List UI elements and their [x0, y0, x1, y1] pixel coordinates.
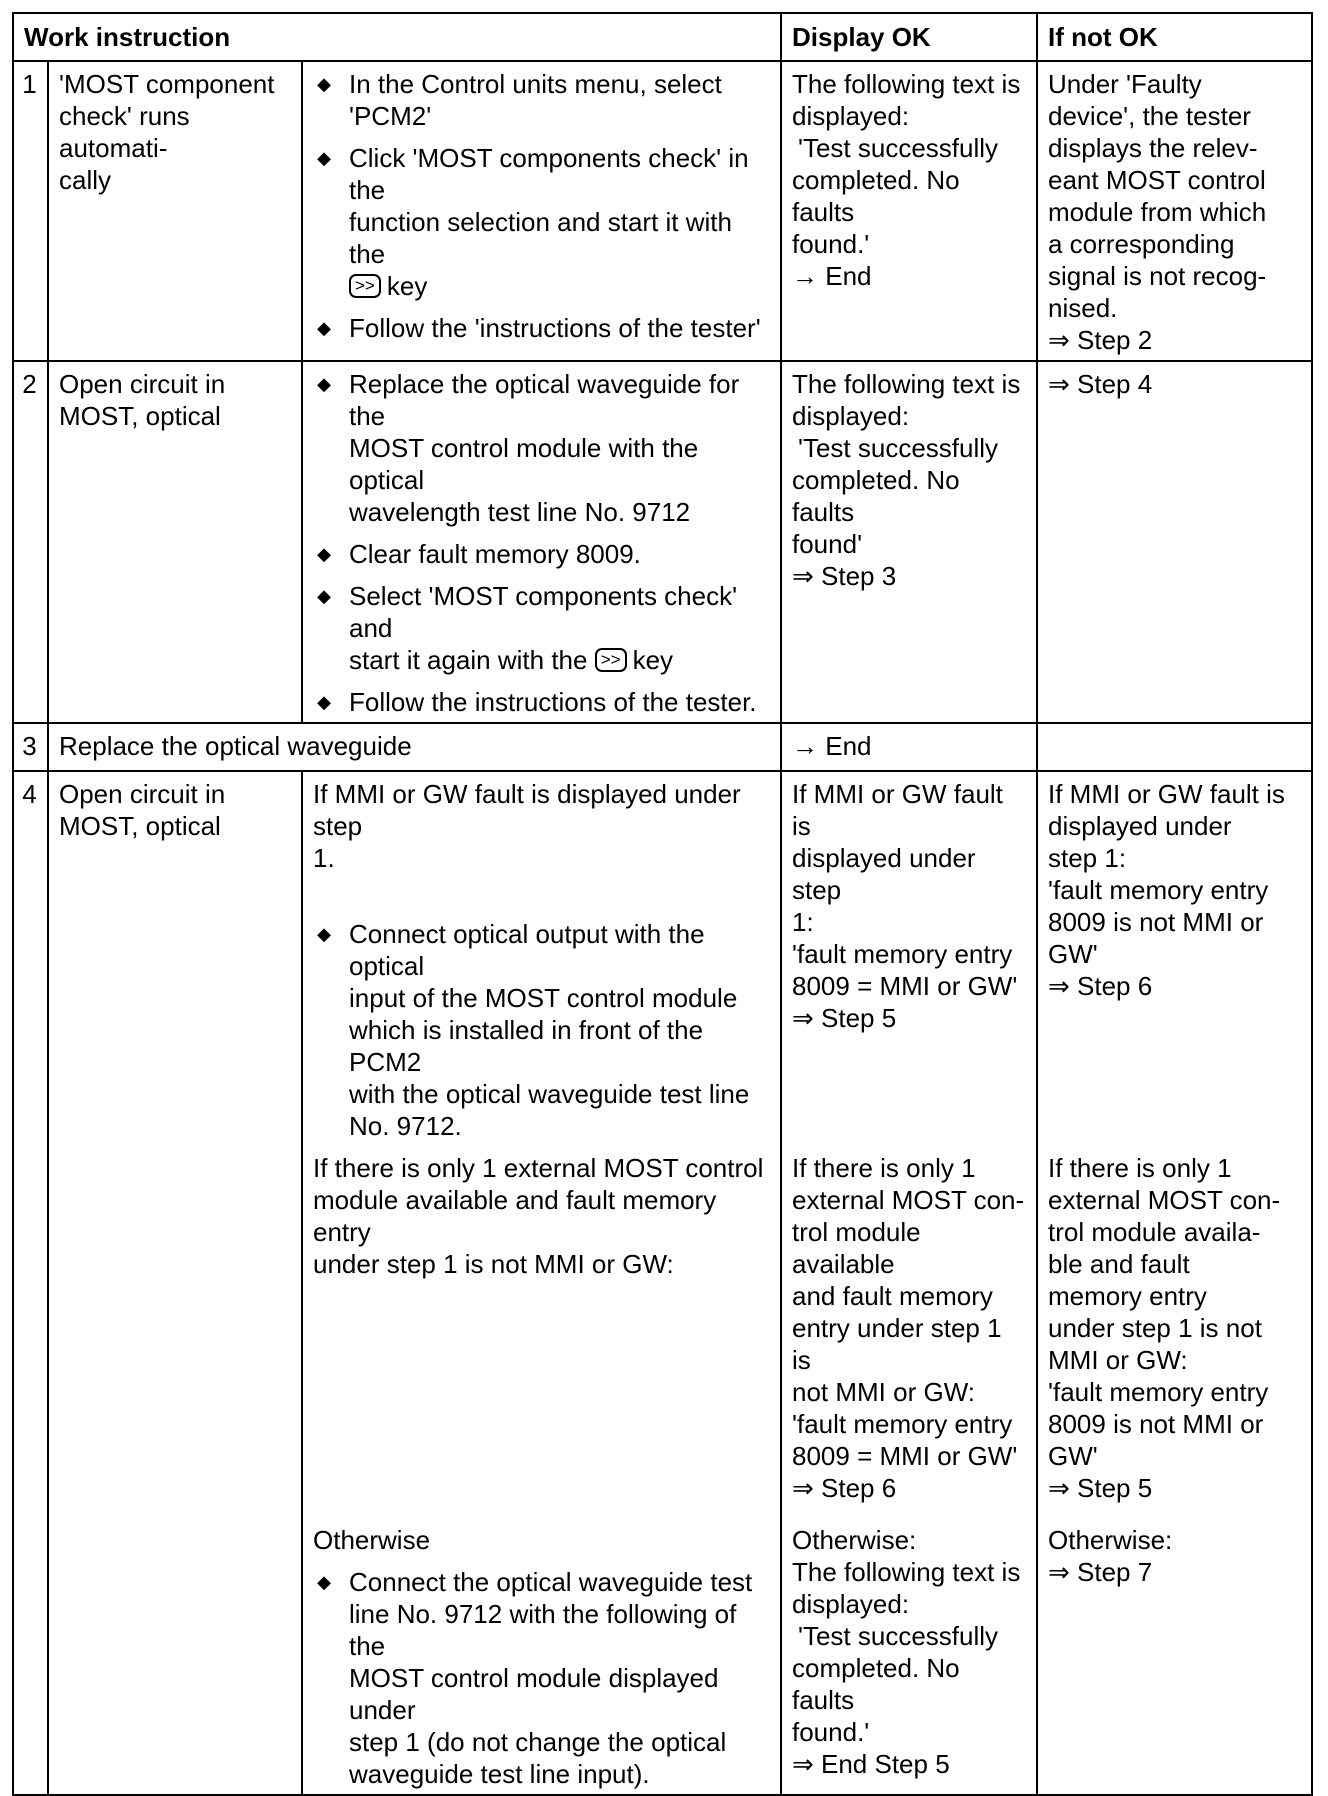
header-if-not-ok: If not OK — [1037, 13, 1312, 61]
instruction-text: MOST control module displayed under — [349, 1663, 719, 1725]
if-not-ok-line: ⇒ Step 2 — [1048, 325, 1153, 355]
diamond-bullet-icon: ◆ — [317, 544, 331, 564]
instruction-text: MOST control module with the optical — [349, 433, 699, 495]
display-ok-line: 'fault memory entry — [792, 939, 1013, 969]
table-row — [13, 61, 1312, 361]
display-ok-line: 'fault memory entry — [792, 1409, 1013, 1439]
display-ok-cell — [781, 1146, 1037, 1518]
if-not-ok-line: MMI or GW: — [1048, 1345, 1188, 1375]
instruction-text: Follow the 'instructions of the tester' — [349, 313, 761, 343]
step-number: 1 — [13, 61, 48, 361]
instruction-text: No. 9712. — [349, 1111, 462, 1141]
instruction-bullet — [313, 580, 770, 676]
if-not-ok-line: 'fault memory entry — [1048, 1377, 1269, 1407]
if-not-ok-line: displays the relev- — [1048, 133, 1258, 163]
header-row — [13, 13, 1312, 61]
if-not-ok-cell — [1037, 723, 1312, 771]
if-not-ok-line: trol module availa- — [1048, 1217, 1261, 1247]
instruction-text: under step 1 is not MMI or GW: — [313, 1249, 674, 1279]
instruction-text: key — [386, 271, 428, 301]
step-title — [48, 61, 302, 361]
instruction-text: function selection and start it with the — [349, 207, 732, 269]
step-title-line: MOST, optical — [59, 401, 221, 431]
if-not-ok-line: 8009 is not MMI or — [1048, 1409, 1264, 1439]
if-not-ok-cell — [1037, 1518, 1312, 1795]
step-title-line: 'MOST component — [59, 69, 275, 99]
instruction-text: Connect optical output with the optical — [349, 919, 705, 981]
step-title — [48, 771, 302, 1795]
step-instructions — [302, 361, 781, 723]
display-ok-line: 'Test successfully — [798, 433, 999, 463]
display-ok-line: 1: — [792, 907, 814, 937]
instruction-text: 'PCM2' — [349, 101, 432, 131]
instruction-text: start it again with the — [349, 645, 588, 675]
if-not-ok-line: displayed under — [1048, 811, 1232, 841]
display-ok-line: displayed under step — [792, 843, 976, 905]
display-ok-line: displayed: — [792, 401, 910, 431]
display-ok-line: If MMI or GW fault is — [792, 779, 1003, 841]
step-number: 3 — [13, 723, 48, 771]
instruction-text: line No. 9712 with the following of the — [349, 1599, 737, 1661]
step-instructions — [302, 1146, 781, 1518]
display-ok-line: displayed: — [792, 1589, 910, 1619]
if-not-ok-line: a corresponding — [1048, 229, 1235, 259]
instruction-text: step 1 (do not change the optical — [349, 1727, 727, 1757]
display-ok-line: 'Test successfully — [798, 133, 999, 163]
display-ok-cell — [781, 361, 1037, 723]
header-work-instruction: Work instruction — [13, 13, 781, 61]
display-ok-line: completed. No faults — [792, 465, 960, 527]
instruction-text: If MMI or GW fault is displayed under step — [313, 779, 741, 841]
instruction-text: which is installed in front of the PCM2 — [349, 1015, 704, 1077]
instruction-text: Otherwise — [313, 1525, 431, 1555]
step-number: 4 — [13, 771, 48, 1795]
if-not-ok-line: If MMI or GW fault is — [1048, 779, 1285, 809]
table-row — [13, 723, 1312, 771]
display-ok-line: ⇒ Step 6 — [792, 1473, 897, 1503]
instruction-bullet — [313, 142, 770, 302]
if-not-ok-line: 'fault memory entry — [1048, 875, 1269, 905]
instruction-text: 1. — [313, 843, 335, 873]
if-not-ok-line: If there is only 1 — [1048, 1153, 1232, 1183]
display-ok-line: found.' — [792, 229, 870, 259]
step-title: Replace the optical waveguide — [48, 723, 781, 771]
instruction-text: waveguide test line input). — [349, 1759, 650, 1789]
step-title-line: Open circuit in — [59, 779, 226, 809]
display-ok-line: The following text is — [792, 69, 1021, 99]
if-not-ok-line: eant MOST control — [1048, 165, 1266, 195]
diamond-bullet-icon: ◆ — [317, 74, 331, 94]
instruction-text: Select 'MOST components check' and — [349, 581, 738, 643]
instruction-bullet — [313, 918, 770, 1142]
if-not-ok-line: under step 1 is not — [1048, 1313, 1262, 1343]
instruction-text: Follow the instructions of the tester. — [349, 687, 757, 717]
table-row — [13, 771, 1312, 1146]
instruction-text: input of the MOST control module — [349, 983, 738, 1013]
display-ok-line: If there is only 1 — [792, 1153, 976, 1183]
display-ok-line: ⇒ End Step 5 — [792, 1749, 950, 1779]
instruction-bullet — [313, 686, 770, 718]
display-ok-line: trol module available — [792, 1217, 921, 1279]
display-ok-line: 8009 = MMI or GW' — [792, 1441, 1018, 1471]
if-not-ok-cell — [1037, 771, 1312, 1146]
display-ok-line: ⇒ Step 5 — [792, 1003, 897, 1033]
step-title-line: Open circuit in — [59, 369, 226, 399]
if-not-ok-line: 8009 is not MMI or — [1048, 907, 1264, 937]
instruction-text: If there is only 1 external MOST control — [313, 1153, 764, 1183]
diamond-bullet-icon: ◆ — [317, 1572, 331, 1592]
if-not-ok-line: ⇒ Step 5 — [1048, 1473, 1153, 1503]
if-not-ok-cell: ⇒ Step 4 — [1037, 361, 1312, 723]
instruction-bullet — [313, 538, 770, 570]
instruction-text: module available and fault memory entry — [313, 1185, 717, 1247]
display-ok-line: completed. No faults — [792, 165, 960, 227]
instruction-text: Connect the optical waveguide test — [349, 1567, 753, 1597]
display-ok-line: found.' — [792, 1717, 870, 1747]
instruction-bullet — [313, 368, 770, 528]
forward-key-icon: >> — [349, 274, 381, 298]
display-ok-line: ⇒ Step 3 — [792, 561, 897, 591]
display-ok-line: The following text is — [792, 369, 1021, 399]
if-not-ok-line: module from which — [1048, 197, 1267, 227]
display-ok-line: displayed: — [792, 101, 910, 131]
if-not-ok-line: Otherwise: — [1048, 1525, 1173, 1555]
display-ok-line: The following text is — [792, 1557, 1021, 1587]
if-not-ok-line: signal is not recog- — [1048, 261, 1267, 291]
if-not-ok-line: ble and fault — [1048, 1249, 1190, 1279]
display-ok-line: found' — [792, 529, 863, 559]
display-ok-line: entry under step 1 is — [792, 1313, 1002, 1375]
instruction-text: key — [632, 645, 674, 675]
step-number: 2 — [13, 361, 48, 723]
instruction-text: wavelength test line No. 9712 — [349, 497, 691, 527]
display-ok-line: and fault memory — [792, 1281, 993, 1311]
if-not-ok-line: nised. — [1048, 293, 1118, 323]
if-not-ok-cell — [1037, 1146, 1312, 1518]
if-not-ok-cell — [1037, 61, 1312, 361]
if-not-ok-line: GW' — [1048, 1441, 1098, 1471]
instruction-text: with the optical waveguide test line — [349, 1079, 750, 1109]
if-not-ok-line: step 1: — [1048, 843, 1127, 873]
diamond-bullet-icon: ◆ — [317, 692, 331, 712]
if-not-ok-line: ⇒ Step 6 — [1048, 971, 1153, 1001]
step-instructions — [302, 61, 781, 361]
display-ok-line: 'Test successfully — [798, 1621, 999, 1651]
instruction-text: In the Control units menu, select — [349, 69, 722, 99]
step-instructions — [302, 1518, 781, 1795]
if-not-ok-line: Under 'Faulty — [1048, 69, 1202, 99]
display-ok-line: external MOST con- — [792, 1185, 1025, 1215]
if-not-ok-line: device', the tester — [1048, 101, 1251, 131]
display-ok-line: completed. No faults — [792, 1653, 960, 1715]
if-not-ok-line: external MOST con- — [1048, 1185, 1281, 1215]
instruction-text: Replace the optical waveguide for the — [349, 369, 740, 431]
instruction-text: Clear fault memory 8009. — [349, 539, 641, 569]
diamond-bullet-icon: ◆ — [317, 924, 331, 944]
instruction-text: Click 'MOST components check' in the — [349, 143, 749, 205]
if-not-ok-line: memory entry — [1048, 1281, 1207, 1311]
diamond-bullet-icon: ◆ — [317, 374, 331, 394]
display-ok-cell — [781, 1518, 1037, 1795]
work-instruction-table — [12, 12, 1313, 1796]
diamond-bullet-icon: ◆ — [317, 148, 331, 168]
if-not-ok-line: ⇒ Step 7 — [1048, 1557, 1153, 1587]
diamond-bullet-icon: ◆ — [317, 318, 331, 338]
display-ok-line: Otherwise: — [792, 1525, 917, 1555]
step-title — [48, 361, 302, 723]
diamond-bullet-icon: ◆ — [317, 586, 331, 606]
table-row — [13, 361, 1312, 723]
step-title-line: check' runs automati- — [59, 101, 190, 163]
if-not-ok-line: GW' — [1048, 939, 1098, 969]
instruction-bullet — [313, 68, 770, 132]
step-title-line: MOST, optical — [59, 811, 221, 841]
step-title-line: cally — [59, 165, 112, 195]
display-ok-line: → End — [792, 261, 872, 291]
display-ok-cell: → End — [781, 723, 1037, 771]
forward-key-icon: >> — [595, 648, 627, 672]
instruction-bullet — [313, 312, 770, 344]
display-ok-cell — [781, 771, 1037, 1146]
step-instructions — [302, 771, 781, 1146]
display-ok-line: not MMI or GW: — [792, 1377, 975, 1407]
display-ok-cell — [781, 61, 1037, 361]
display-ok-line: 8009 = MMI or GW' — [792, 971, 1018, 1001]
header-display-ok: Display OK — [781, 13, 1037, 61]
